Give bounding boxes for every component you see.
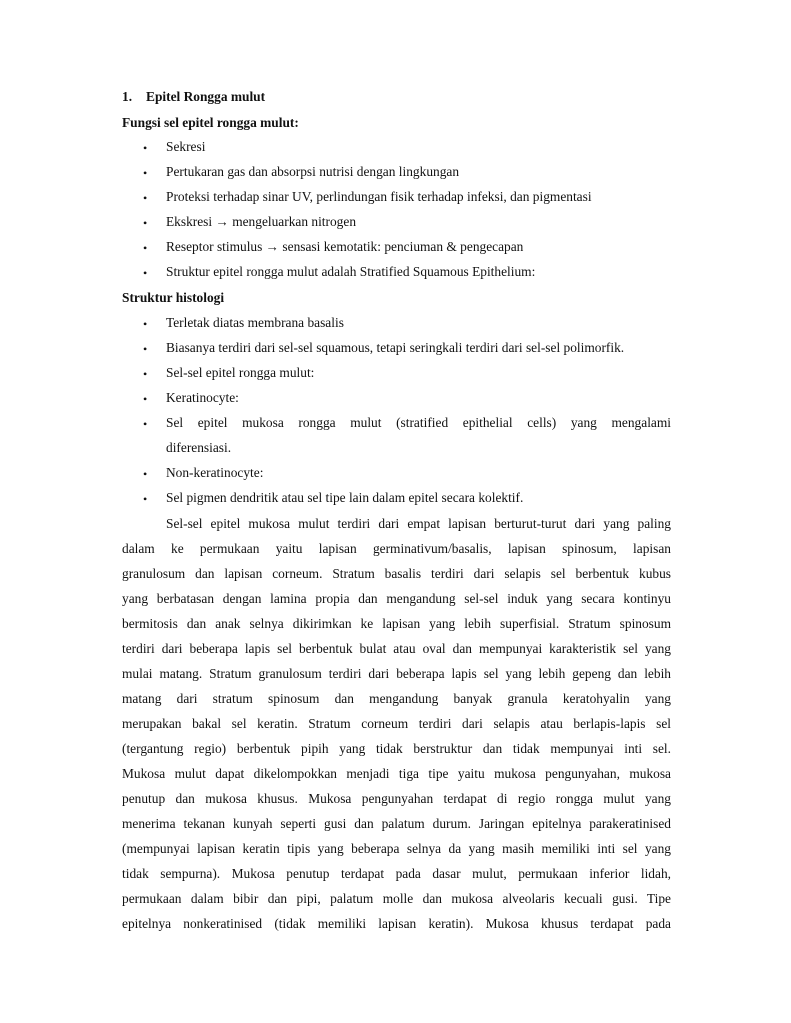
heading-title: Epitel Rongga mulut (146, 89, 266, 104)
bullet-icon: • (143, 216, 148, 230)
list-item: Pertukaran gas dan absorpsi nutrisi dengan lingkungan (166, 164, 460, 179)
paragraph-line: (mempunyai lapisan keratin tipis yang beberapa selnya da yang masih memiliki inti sel yang (122, 841, 671, 856)
paragraph-line: (tergantung regio) berbentuk pipih yang tidak berstruktur dan tidak mempunyai inti sel. (122, 741, 671, 756)
bullet-icon: • (143, 241, 148, 255)
list-item-continuation: diferensiasi. (166, 440, 232, 455)
paragraph-line: tidak sempurna). Mukosa penutup terdapat pada dasar mulut, permukaan inferior lidah, (122, 866, 671, 881)
bullet-icon: • (143, 492, 148, 506)
list-item: Proteksi terhadap sinar UV, perlindungan fisik terhadap infeksi, dan pigmentasi (166, 189, 592, 204)
bullet-icon: • (143, 191, 148, 205)
paragraph-line: mulai matang. Stratum granulosum terdiri dari beberapa lapis sel yang lebih gepeng dan lebih (122, 666, 671, 681)
bullet-icon: • (143, 392, 148, 406)
paragraph-line: penutup dan mukosa khusus. Mukosa pengunyahan terdapat di regio rongga mulut yang (122, 791, 671, 806)
list-item: Keratinocyte: (166, 390, 239, 405)
list-item: Non-keratinocyte: (166, 465, 264, 480)
list-item: Terletak diatas membrana basalis (166, 315, 344, 330)
bullet-icon: • (143, 417, 148, 431)
paragraph-line: dalam ke permukaan yaitu lapisan germinativum/basalis, lapisan spinosum, lapisan (122, 541, 671, 556)
list-item: Ekskresi → mengeluarkan nitrogen (166, 214, 357, 229)
paragraph-line: epitelnya nonkeratinised (tidak memiliki lapisan keratin). Mukosa khusus terdapat pada (122, 916, 671, 931)
list-item: Sel-sel epitel rongga mulut: (166, 365, 315, 380)
list-item: Sel epitel mukosa rongga mulut (stratified epithelial cells) yang mengalami (166, 415, 671, 430)
paragraph-line: matang dari stratum spinosum dan mengandung banyak granula keratohyalin yang (122, 691, 671, 706)
paragraph-line: Mukosa mulut dapat dikelompokkan menjadi tiga tipe yaitu mukosa pengunyahan, mukosa (122, 766, 671, 781)
section-heading (122, 87, 671, 107)
paragraph-line: bermitosis dan anak selnya dikirimkan ke lapisan yang lebih superfisial. Stratum spinosum (122, 616, 671, 631)
struktur-heading: Struktur histologi (122, 290, 225, 305)
bullet-icon: • (143, 467, 148, 481)
paragraph-line: merupakan bakal sel keratin. Stratum corneum terdiri dari selapis atau berlapis-lapis sel (122, 716, 671, 731)
list-item: Sekresi (166, 139, 206, 154)
bullet-icon: • (143, 317, 148, 331)
paragraph-line: permukaan dalam bibir dan pipi, palatum molle dan mukosa alveolaris kecuali gusi. Tipe (122, 891, 671, 906)
heading-number: 1. (122, 89, 133, 104)
list-item: Reseptor stimulus → sensasi kemotatik: penciuman & pengecapan (166, 239, 524, 254)
paragraph-line: terdiri dari beberapa lapis sel berbentuk bulat atau oval dan mempunyai karakteristik sel yang (122, 641, 671, 656)
list-item: Biasanya terdiri dari sel-sel squamous, tetapi seringkali terdiri dari sel-sel polimorfik. (166, 340, 625, 355)
fungsi-heading: Fungsi sel epitel rongga mulut: (122, 115, 299, 130)
bullet-icon: • (143, 266, 148, 280)
bullet-icon: • (143, 141, 148, 155)
bullet-icon: • (143, 166, 148, 180)
paragraph-line: granulosum dan lapisan corneum. Stratum basalis terdiri dari selapis sel berbentuk kubus (122, 566, 671, 581)
paragraph-line: yang berbatasan dengan lamina propia dan mengandung sel-sel induk yang secara kontinyu (122, 591, 671, 606)
paragraph-line: Sel-sel epitel mukosa mulut terdiri dari empat lapisan berturut-turut dari yang paling (166, 516, 671, 531)
list-item: Sel pigmen dendritik atau sel tipe lain dalam epitel secara kolektif. (166, 490, 524, 505)
paragraph-line: menerima tekanan kunyah seperti gusi dan palatum durum. Jaringan epitelnya parakeratinised (122, 816, 671, 831)
bullet-icon: • (143, 367, 148, 381)
bullet-icon: • (143, 342, 148, 356)
list-item: Struktur epitel rongga mulut adalah Stratified Squamous Epithelium: (166, 264, 536, 279)
